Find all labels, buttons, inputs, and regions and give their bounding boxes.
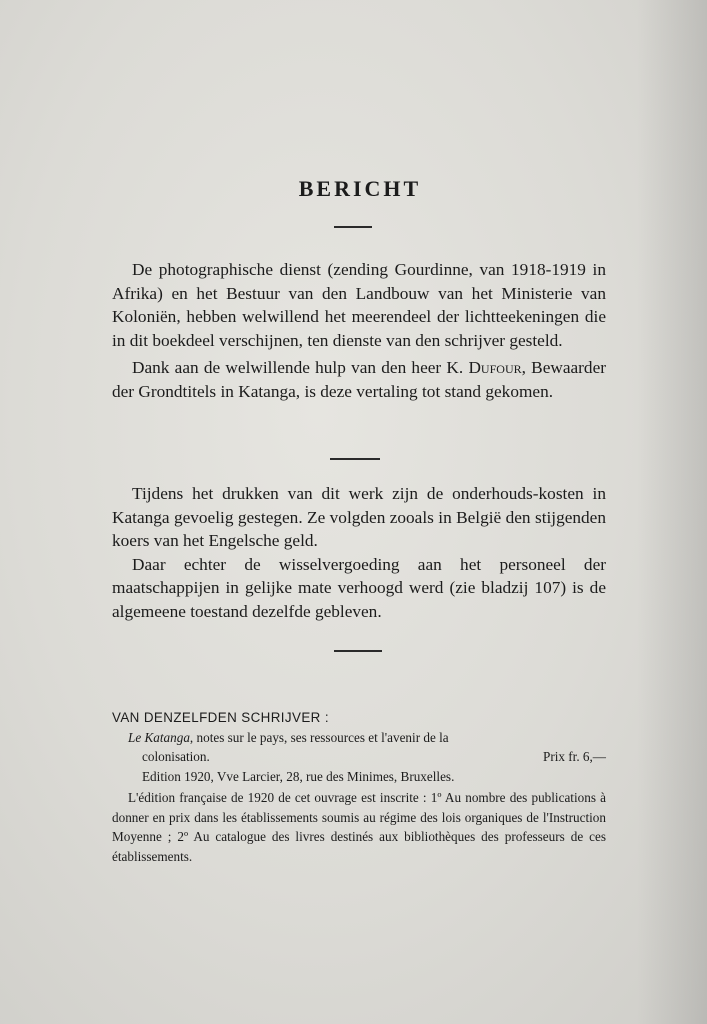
divider-middle [330,458,380,460]
book-entry [112,728,606,748]
paragraph-photography-credit: De photographische dienst (zending Gourdinne, van 1918-1919 in Afrika) en het Bestuur van den Landbouw van het Ministerie van Koloniën, hebben welwillend het meerendeel der lichtteekeningen die in dit boekdeel verschijnen, ten dienste van den schrijver gesteld. [112,260,606,350]
page-edge-shadow [637,0,707,1024]
book-subtitle: , notes sur le pays, ses ressources et l'avenir de la [189,729,449,745]
paragraph-exchange: Daar echter de wisselvergoeding aan het personeel der maatschappijen in gelijke mate verhoogd werd (zie bladzij 107) is de algemeene toestand dezelfde gebleven. [112,554,606,621]
translator-name: Dufour [468,358,522,378]
book-subtitle-end: colonisation. [142,749,210,764]
book-price: Prix fr. 6,— [542,749,606,764]
notice-section-1 [112,258,606,408]
divider-title [334,226,372,228]
other-works-heading: VAN DENZELFDEN SCHRIJVER : [112,710,329,725]
book-title: Le Katanga [128,729,190,745]
translation-credit-text-end: , Bewaarder der Grondtitels in Katanga, is deze vertaling tot stand gekomen. [112,358,607,401]
other-works-section [112,708,606,866]
translation-credit-text-start: Dank aan de welwillende hulp van den heer K. [132,358,469,378]
paragraph-translation-credit [112,356,606,403]
book-edition: Edition 1920, Vve Larcier, 28, rue des Minimes, Bruxelles. [142,768,455,784]
paragraph-costs: Tijdens het drukken van dit werk zijn de onderhouds-kosten in Katanga gevoelig gestegen. Ze volgden zooals in België den stijgenden koers van het Engelsche geld. [112,484,606,551]
edition-note: L'édition française de 1920 de cet ouvrage est inscrite : 1º Au nombre des publications à donner en prix dans les établissements soumis au régime des lois organiques de l'Instruction Moyenne ; 2º Au catalogue des livres destinés aux bibliothèques des professeurs de ces établissements. [112,790,606,864]
book-entry-line-2 [112,747,606,767]
notice-section-2 [112,482,606,628]
page-title: BERICHT [298,176,422,201]
divider-bottom [334,650,382,652]
